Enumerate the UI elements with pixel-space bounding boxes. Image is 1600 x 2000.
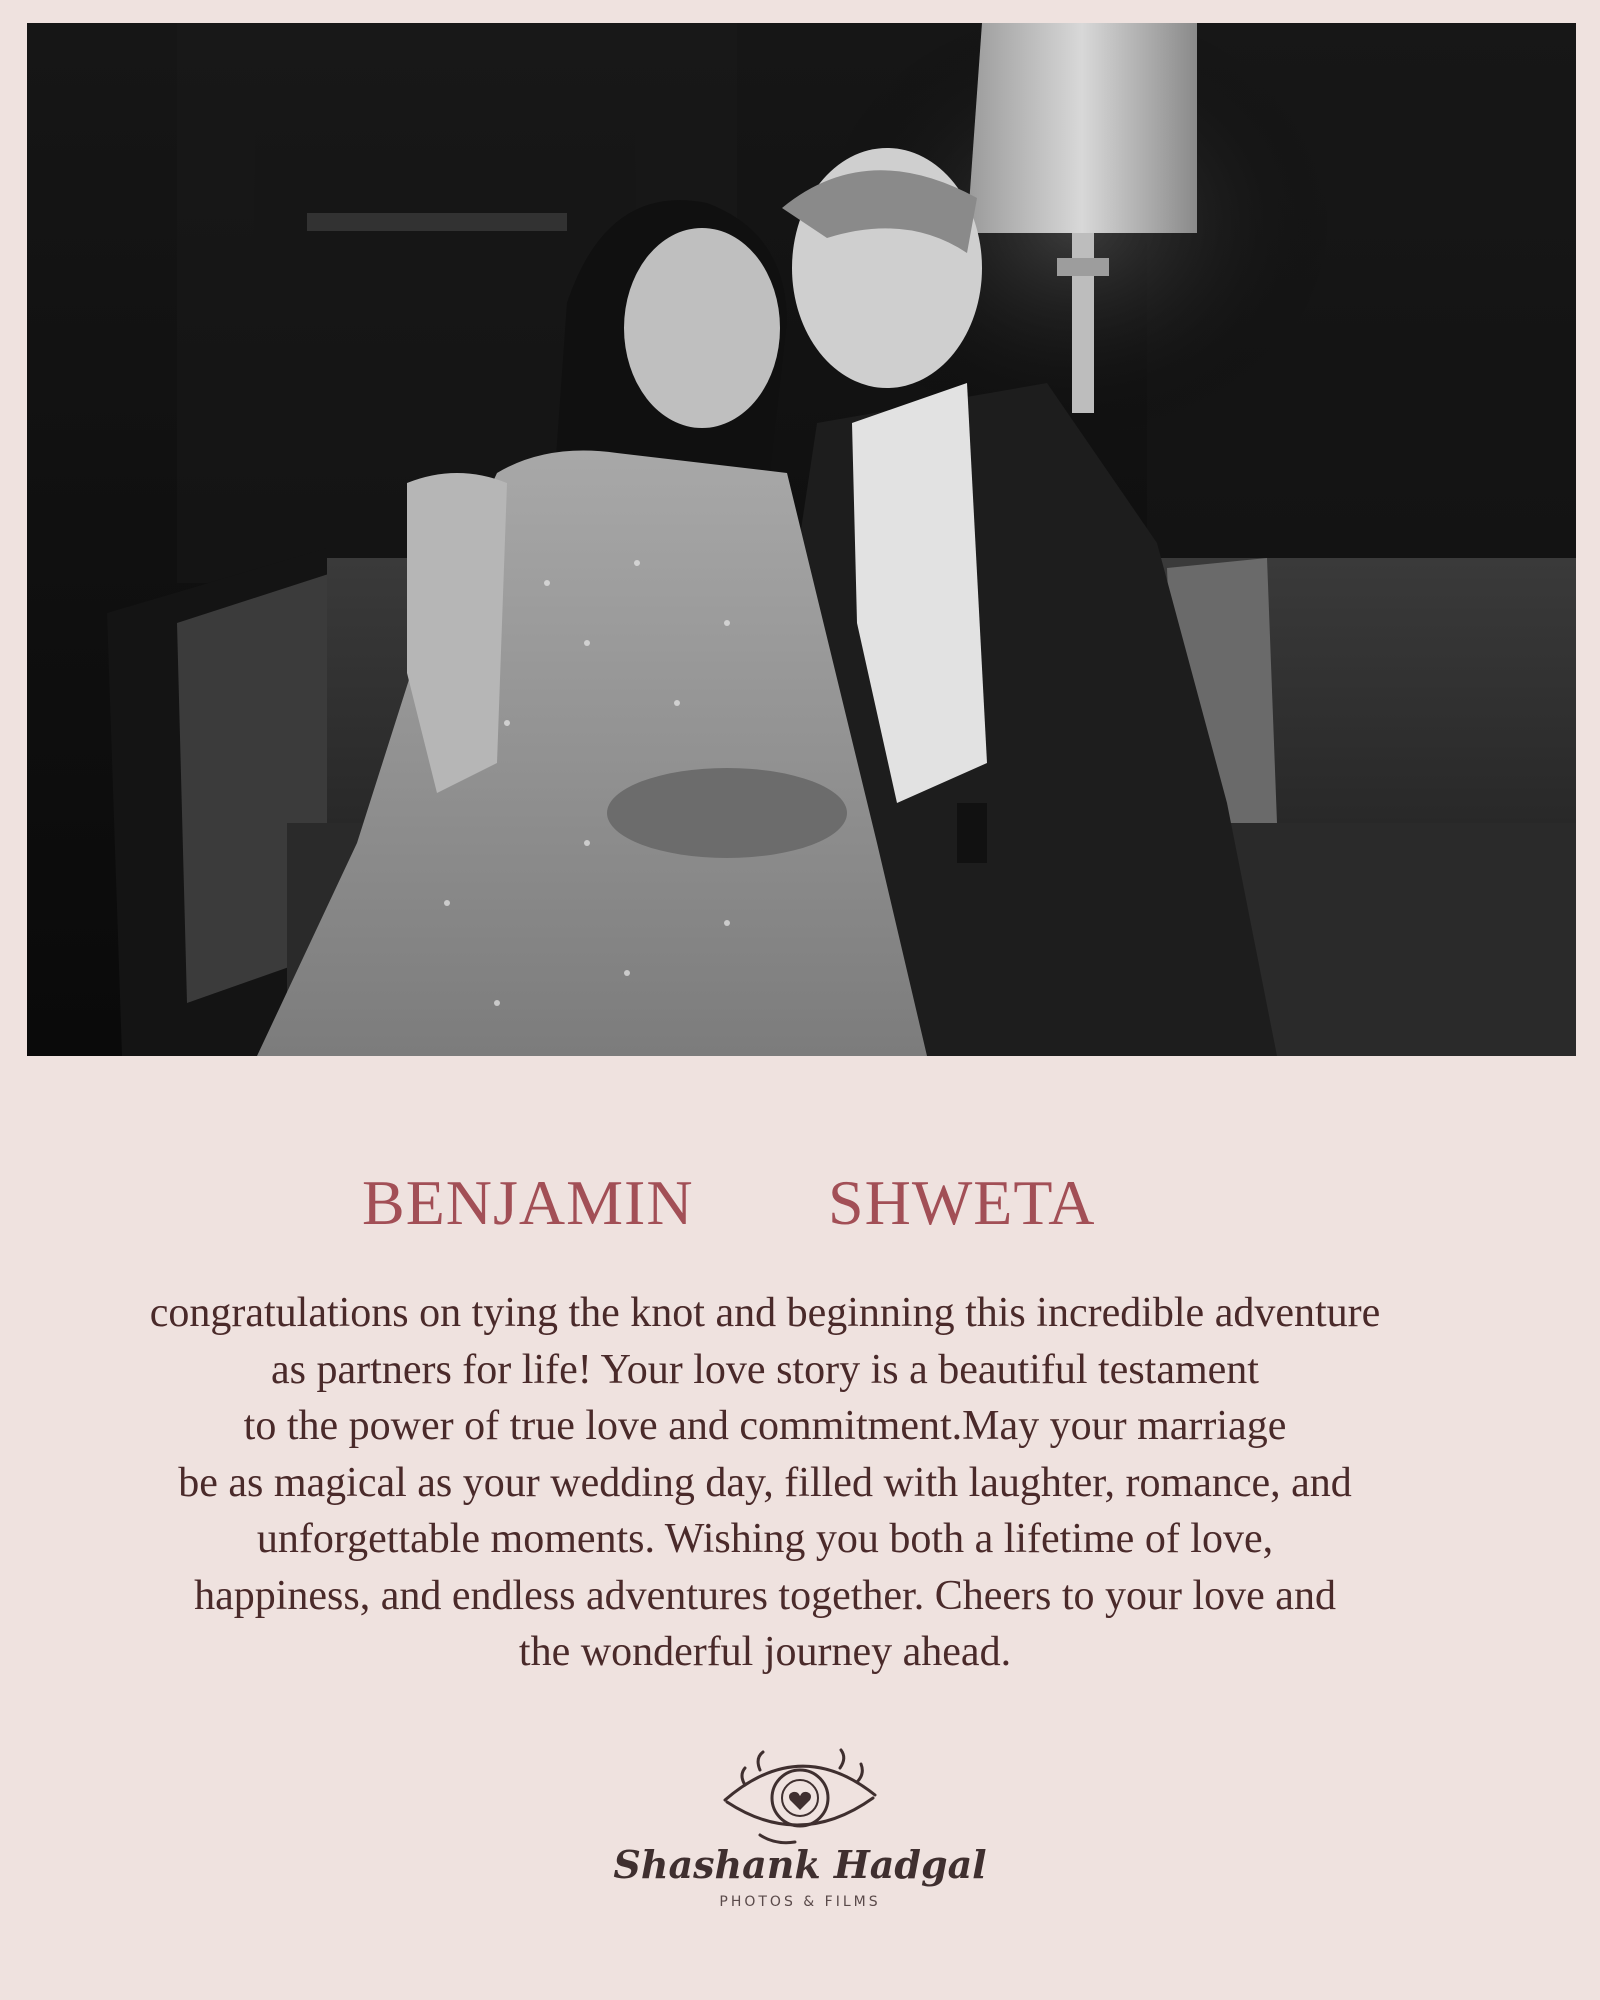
eye-heart-logo-icon xyxy=(715,1740,885,1850)
message-line: unforgettable moments. Wishing you both a lifetime of love, xyxy=(256,1516,1274,1562)
couple-photo-illustration xyxy=(27,23,1576,1056)
couple-photo xyxy=(27,23,1576,1056)
groom-name: BENJAMIN xyxy=(362,1167,694,1238)
bride-name: SHWETA xyxy=(828,1167,1096,1238)
photographer-logo xyxy=(600,1740,1000,1920)
message-line: happiness, and endless adventures together. Cheers to your love and xyxy=(194,1572,1336,1619)
message-line: the wonderful journey ahead. xyxy=(518,1629,1012,1675)
congratulation-message xyxy=(120,1285,1410,1681)
couple-names xyxy=(0,1158,1600,1258)
logo-name: Shashank Hadgal xyxy=(613,1842,987,1887)
message-line: to the power of true love and commitment.May your marriage xyxy=(243,1403,1287,1449)
message-line: be as magical as your wedding day, filled with laughter, romance, and xyxy=(178,1459,1352,1506)
message-line: congratulations on tying the knot and beginning this incredible adventure xyxy=(149,1290,1381,1336)
message-line: as partners for life! Your love story is a beautiful testament xyxy=(271,1346,1259,1393)
logo-tagline: PHOTOS & FILMS xyxy=(719,1894,881,1910)
